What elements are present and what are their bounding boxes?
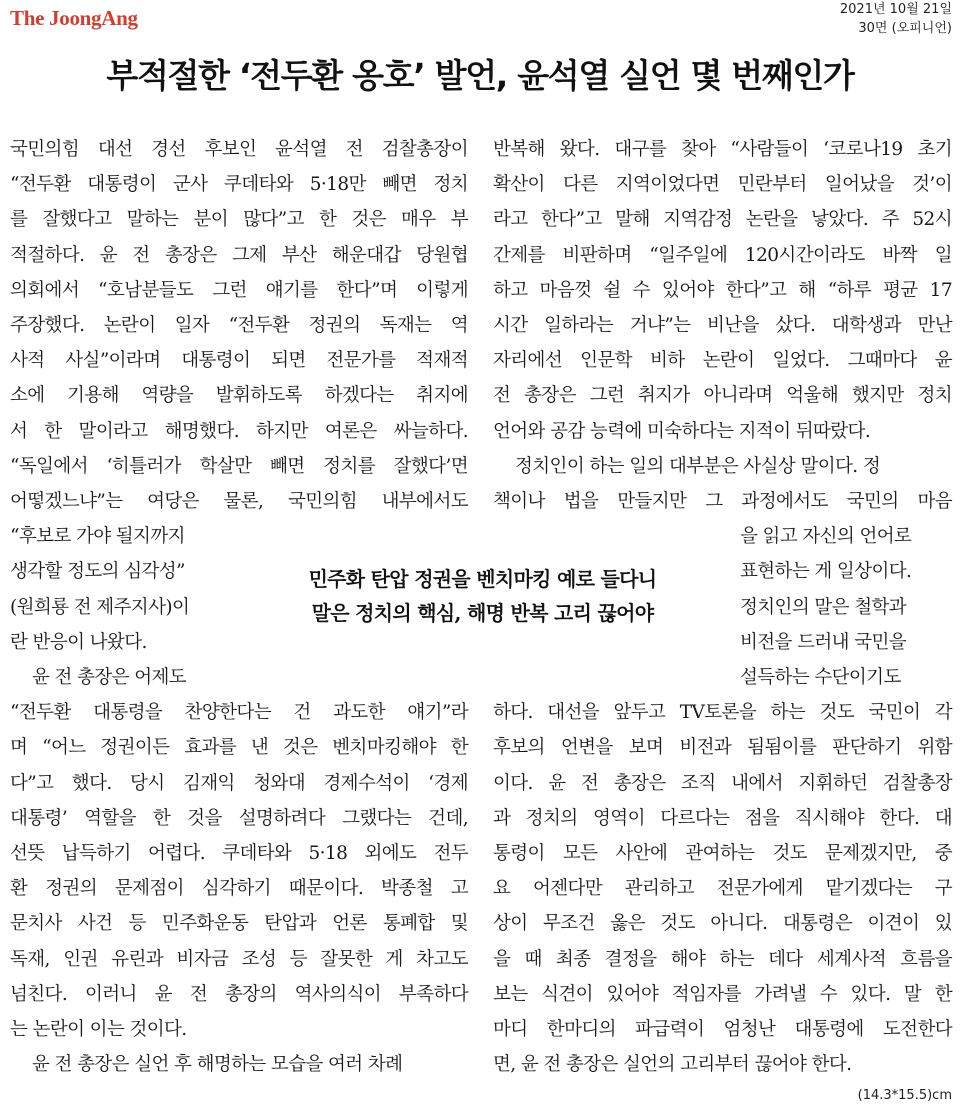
pull-quote [225, 562, 740, 630]
article-text-line: “전두환 대통령이 군사 쿠데타와 5·18만 빼면 정치 [10, 174, 468, 196]
article-text-line: 보는 식견이 있어야 적임자를 가려낼 수 있다. 말 한 [493, 983, 952, 1005]
article-text-line: 과 정치의 영역이 다르다는 점을 직시해야 한다. 대 [493, 807, 952, 829]
article-text-line: 다”고 했다. 당시 김재익 청와대 경제수석이 ‘경제 [10, 772, 468, 794]
article-text-line: 생각할 정도의 심각성” [10, 561, 185, 583]
article-text-line: 통령이 모든 사안에 관여하는 것도 문제겠지만, 중 [493, 843, 952, 864]
article-text-line: 이다. 윤 전 총장은 조직 내에서 지휘하던 검찰총장 [493, 772, 952, 794]
article-text-line: 의회에서 “호남분들도 그런 얘기를 한다”며 이렇게 [10, 279, 468, 301]
article-text-line: 시간 일하라는 거냐”는 비난을 샀다. 대학생과 만난 [493, 315, 952, 336]
article-text-line: 책이나 법을 만들지만 그 과정에서도 국민의 마음 [493, 491, 952, 512]
article-text-line: 라고 한다”고 말해 지역감정 논란을 낳았다. 주 52시 [493, 209, 952, 231]
article-text-line: 어떻겠느냐”는 여당은 물론, 국민의힘 내부에서도 [10, 491, 468, 512]
article-text-line: “전두환 대통령을 찬양한다는 건 과도한 얘기”라 [10, 702, 468, 724]
article-text-line: 넘친다. 이러니 윤 전 총장의 역사의식이 부족하다 [10, 983, 468, 1005]
article-text-line: 설득하는 수단이기도 [740, 667, 901, 688]
pull-quote-line: 민주화 탄압 정권을 벤치마킹 예로 들다니 [308, 567, 657, 591]
article-text-line: 후보의 언변을 보며 비전과 됨됨이를 판단하기 위함 [493, 737, 952, 759]
article-text-line: 정치인이 하는 일의 대부분은 사실상 말이다. 정 [515, 455, 881, 477]
article-text-line: 적절하다. 윤 전 총장은 그제 부산 해운대갑 당원협 [10, 244, 468, 266]
article-text-line: 정치인의 말은 철학과 [740, 596, 907, 618]
article-text-line: (원희룡 전 제주지사)이 [10, 596, 190, 618]
article-text-line: 확산이 다른 지역이었다면 민란부터 일어났을 것’이 [493, 174, 952, 196]
article-text-line: 면, 윤 전 총장은 실언의 고리부터 끊어야 한다. [493, 1054, 852, 1076]
article-text-line: 윤 전 총장은 실언 후 해명하는 모습을 여러 차례 [32, 1054, 403, 1076]
article-text-line: 사적 사실”이라며 대통령이 되면 전문가를 적재적 [10, 350, 468, 372]
article-text-line: 전 총장은 그런 취지가 아니라며 억울해 했지만 정치 [493, 385, 952, 407]
article-text-line: 언어와 공감 능력에 미숙하다는 지적이 뒤따랐다. [493, 420, 871, 442]
article-text-line: 독재, 인권 유린과 비자금 조성 등 잘못한 게 차고도 [10, 948, 468, 970]
article-text-line: 소에 기용해 역량을 발휘하도록 하겠다는 취지에 [10, 385, 468, 407]
article-size-note: (14.3*15.5)cm [857, 1088, 952, 1103]
article-text-line: 환 정권의 문제점이 심각하기 때문이다. 박종철 고 [10, 878, 468, 900]
article-text-line: 요 어젠다만 관리하고 전문가에게 맡기겠다는 구 [493, 878, 952, 900]
article-text-line: 대통령’ 역할을 한 것을 설명하려다 그랬다는 건데, [10, 807, 468, 829]
article-text-line: 란 반응이 나왔다. [10, 631, 147, 653]
article-text-line: 마디 한마디의 파급력이 엄청난 대통령에 도전한다 [493, 1019, 952, 1040]
article-text-line: 상이 무조건 옳은 것도 아니다. 대통령은 이견이 있 [493, 913, 952, 935]
article-text-line: 비전을 드러내 국민을 [740, 631, 907, 653]
article-text-line: 윤 전 총장은 어제도 [32, 667, 187, 688]
issue-info [840, 0, 952, 38]
article-text-line: 는 논란이 이는 것이다. [10, 1019, 187, 1040]
article-text-line: 하고 마음껏 쉴 수 있어야 한다”고 해 “하루 평균 17 [493, 279, 952, 301]
article-text-line: 자리에선 인문학 비하 논란이 일었다. 그때마다 윤 [493, 350, 952, 372]
article-text-line: 를 잘했다고 말하는 분이 많다”고 한 것은 매우 부 [10, 209, 468, 231]
article-text-line: 반복해 왔다. 대구를 찾아 “사람들이 ‘코로나19 초기 [493, 139, 952, 160]
newspaper-logo: The JoongAng [10, 6, 138, 30]
pull-quote-line: 말은 정치의 핵심, 해명 반복 고리 끊어야 [311, 601, 654, 625]
article-text-line: 서 한 말이라고 해명했다. 하지만 여론은 싸늘하다. [10, 420, 468, 442]
article-text-line: 선뜻 납득하기 어렵다. 쿠데타와 5·18 외에도 전두 [10, 843, 468, 864]
page-section: 30면 (오피니언) [858, 21, 952, 36]
article-text-line: 간제를 비판하며 “일주일에 120시간이라도 바짝 일 [493, 244, 952, 266]
article-text-line: 문치사 사건 등 민주화운동 탄압과 언론 통폐합 및 [10, 913, 468, 935]
article-text-line: 을 때 최종 결정을 해야 하는 데다 세계사적 흐름을 [493, 948, 952, 970]
article-text-line: 주장했다. 논란이 일자 “전두환 정권의 독재는 역 [10, 315, 468, 336]
article-text-line: 을 읽고 자신의 언어로 [740, 526, 912, 548]
article-text-line: 국민의힘 대선 경선 후보인 윤석열 전 검찰총장이 [10, 139, 468, 160]
article-text-line: 표현하는 게 일상이다. [740, 561, 912, 583]
article-text-line: 하다. 대선을 앞두고 TV토론을 하는 것도 국민이 각 [493, 702, 952, 724]
issue-date: 2021년 10월 21일 [839, 2, 952, 17]
article-text-line: 며 “어느 정권이든 효과를 낸 것은 벤치마킹해야 한 [10, 737, 468, 759]
article-text-line: “독일에서 ‘히틀러가 학살만 빼면 정치를 잘했다’면 [10, 455, 468, 477]
article-text-line: “후보로 가야 될지까지 [10, 526, 185, 548]
article-headline: 부적절한 ‘전두환 옹호’ 발언, 윤석열 실언 몇 번째인가 [106, 56, 854, 95]
